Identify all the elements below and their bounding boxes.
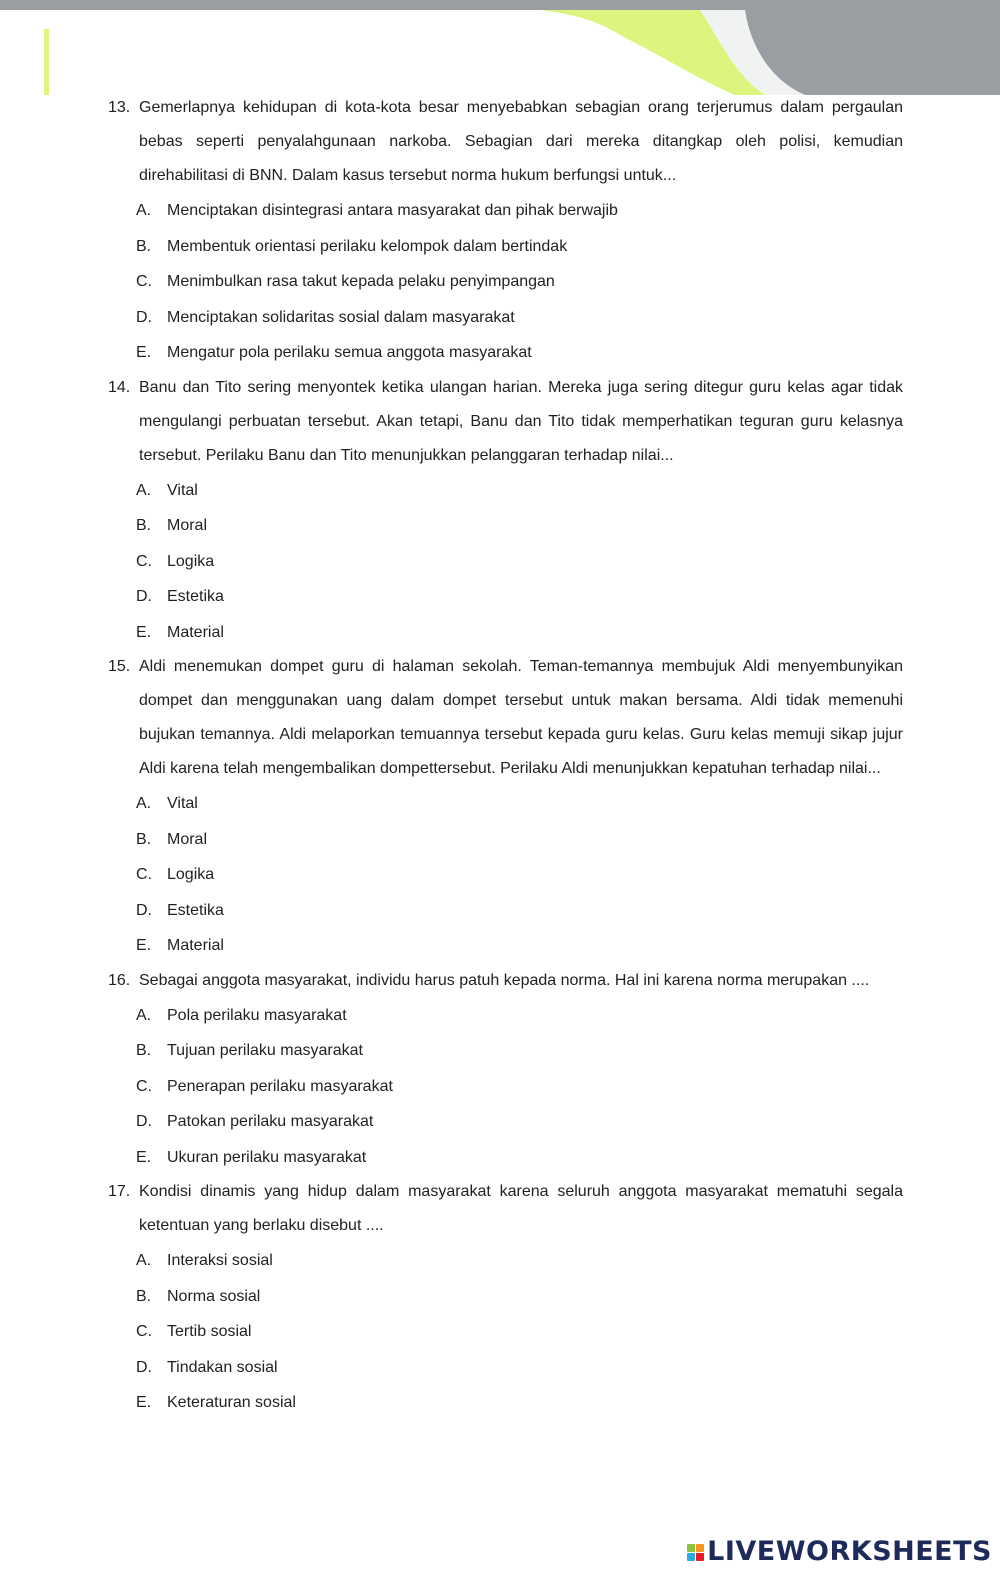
option-text: Pola perilaku masyarakat	[167, 1006, 347, 1024]
option-letter: A.	[136, 202, 152, 219]
option-e[interactable]	[136, 615, 903, 651]
option-list	[108, 1243, 903, 1421]
liveworksheets-logo[interactable]	[687, 1537, 992, 1567]
option-a[interactable]	[136, 193, 903, 229]
liveworksheets-logo-icon	[687, 1544, 704, 1561]
question-text: Kondisi dinamis yang hidup dalam masyarakat karena seluruh anggota masyarakat mematuhi segala ketentuan yang berlaku disebut ....	[139, 1183, 903, 1234]
option-text: Tujuan perilaku masyarakat	[167, 1042, 363, 1059]
option-text: Menciptakan solidaritas sosial dalam masyarakat	[167, 308, 515, 326]
option-letter: D.	[136, 1358, 152, 1376]
option-letter: A.	[136, 1252, 152, 1269]
question-number: 13.	[108, 99, 131, 116]
logo-square-i	[696, 1544, 704, 1552]
option-text: Membentuk orientasi perilaku kelompok dalam bertindak	[167, 237, 568, 255]
question-number: 16.	[108, 971, 131, 989]
option-b[interactable]	[136, 1279, 903, 1315]
option-text: Estetika	[167, 588, 224, 605]
question-15	[108, 650, 903, 964]
option-a[interactable]	[136, 786, 903, 822]
option-e[interactable]	[136, 335, 903, 371]
option-letter: C.	[136, 1323, 152, 1340]
option-letter: C.	[136, 866, 152, 883]
option-a[interactable]	[136, 1243, 903, 1279]
question-14	[108, 371, 903, 651]
option-b[interactable]	[136, 822, 903, 858]
option-letter: E.	[136, 623, 152, 641]
option-e[interactable]	[136, 1140, 903, 1176]
option-letter: B.	[136, 237, 152, 255]
logo-square-v	[687, 1553, 695, 1561]
question-text: Aldi menemukan dompet guru di halaman sekolah. Teman-temannya membujuk Aldi menyembunyikan dompet dan menggunakan uang dalam dompet tersebut untuk makan bersama. Aldi tidak memenuhi bujukan temannya. Aldi melaporkan temuannya tersebut kepada guru kelas. Guru kelas memuji sikap jujur Aldi karena telah mengembalikan dompettersebut. Perilaku Aldi menunjukkan kepatuhan terhadap nilai...	[139, 658, 903, 777]
option-a[interactable]	[136, 473, 903, 509]
option-d[interactable]	[136, 893, 903, 929]
question-list	[108, 91, 903, 1421]
option-letter: E.	[136, 937, 152, 954]
option-c[interactable]	[136, 544, 903, 580]
question-number: 15.	[108, 658, 131, 675]
question-text: Banu dan Tito sering menyontek ketika ulangan harian. Mereka juga sering ditegur guru kelas agar tidak mengulangi perbuatan tersebut. Akan tetapi, Banu dan Tito tidak memperhatikan teguran guru kelasnya tersebut. Perilaku Banu dan Tito menunjukkan pelanggaran terhadap nilai...	[139, 378, 903, 464]
option-c[interactable]	[136, 264, 903, 300]
option-list	[108, 193, 903, 371]
option-letter: D.	[136, 1113, 152, 1130]
option-d[interactable]	[136, 300, 903, 336]
accent-bar	[44, 29, 49, 95]
option-letter: A.	[136, 795, 152, 812]
option-text: Menciptakan disintegrasi antara masyarakat dan pihak berwajib	[167, 202, 618, 219]
option-letter: C.	[136, 552, 152, 570]
option-list	[108, 473, 903, 651]
question-text: Gemerlapnya kehidupan di kota-kota besar menyebabkan sebagian orang terjerumus dalam pergaulan bebas seperti penyalahgunaan narkoba. Sebagian dari mereka ditangkap oleh polisi, kemudian direhabilitasi di BNN. Dalam kasus tersebut norma hukum berfungsi untuk...	[139, 99, 903, 184]
option-e[interactable]	[136, 1385, 903, 1421]
option-letter: D.	[136, 901, 152, 919]
question-13	[108, 91, 903, 371]
option-b[interactable]	[136, 229, 903, 265]
option-letter: B.	[136, 830, 152, 848]
logo-square-e	[696, 1553, 704, 1561]
option-letter: D.	[136, 308, 152, 326]
option-letter: C.	[136, 1077, 152, 1095]
option-text: Menimbulkan rasa takut kepada pelaku penyimpangan	[167, 273, 555, 290]
logo-square-l	[687, 1544, 695, 1552]
option-text: Patokan perilaku masyarakat	[167, 1113, 374, 1130]
option-letter: C.	[136, 273, 152, 290]
option-text: Vital	[167, 795, 198, 812]
option-text: Moral	[167, 517, 208, 534]
option-b[interactable]	[136, 1033, 903, 1069]
header-decoration	[0, 0, 1000, 100]
option-list	[108, 786, 903, 964]
option-letter: B.	[136, 1042, 152, 1059]
option-text: Tindakan sosial	[167, 1358, 278, 1376]
option-letter: E.	[136, 1394, 152, 1411]
option-text: Keteraturan sosial	[167, 1394, 296, 1411]
option-text: Interaksi sosial	[167, 1252, 273, 1269]
question-16	[108, 964, 903, 1176]
option-text: Material	[167, 623, 224, 641]
option-text: Material	[167, 937, 224, 954]
option-letter: A.	[136, 1006, 152, 1024]
option-d[interactable]	[136, 1350, 903, 1386]
option-text: Mengatur pola perilaku semua anggota masyarakat	[167, 344, 532, 361]
option-text: Ukuran perilaku masyarakat	[167, 1148, 367, 1166]
option-letter: B.	[136, 517, 152, 534]
option-text: Logika	[167, 552, 215, 570]
liveworksheets-logo-text: LIVEWORKSHEETS	[707, 1536, 992, 1567]
option-b[interactable]	[136, 508, 903, 544]
option-letter: D.	[136, 588, 152, 605]
option-d[interactable]	[136, 579, 903, 615]
option-text: Estetika	[167, 901, 224, 919]
option-e[interactable]	[136, 928, 903, 964]
option-letter: B.	[136, 1287, 152, 1305]
option-c[interactable]	[136, 857, 903, 893]
question-17	[108, 1175, 903, 1421]
option-list	[108, 998, 903, 1176]
option-text: Moral	[167, 830, 208, 848]
option-d[interactable]	[136, 1104, 903, 1140]
option-text: Penerapan perilaku masyarakat	[167, 1077, 393, 1095]
option-text: Logika	[167, 866, 215, 883]
option-c[interactable]	[136, 1069, 903, 1105]
option-letter: A.	[136, 481, 152, 499]
option-letter: E.	[136, 1148, 152, 1166]
option-letter: E.	[136, 344, 152, 361]
question-text: Sebagai anggota masyarakat, individu harus patuh kepada norma. Hal ini karena norma merupakan ....	[139, 971, 870, 989]
question-number: 14.	[108, 378, 131, 396]
option-text: Vital	[167, 481, 198, 499]
option-c[interactable]	[136, 1314, 903, 1350]
option-text: Norma sosial	[167, 1287, 261, 1305]
option-a[interactable]	[136, 998, 903, 1034]
question-number: 17.	[108, 1183, 131, 1200]
option-text: Tertib sosial	[167, 1323, 252, 1340]
